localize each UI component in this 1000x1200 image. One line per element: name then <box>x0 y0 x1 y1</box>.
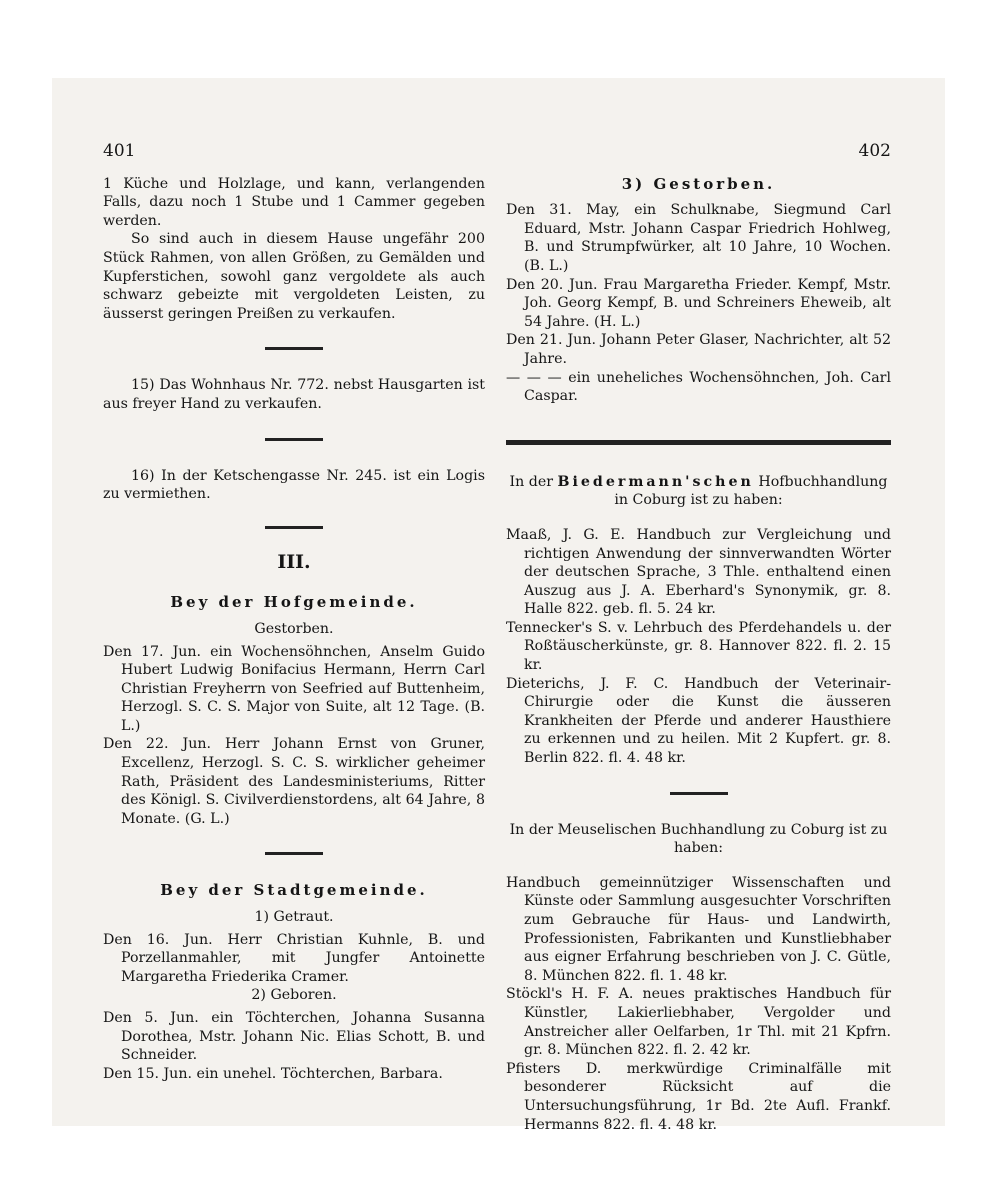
subheading: 1) Getraut. <box>254 909 334 926</box>
notice-item-15: 15) Das Wohnhaus Nr. 772. nebst Hausgarten ist aus freyer Hand zu verkaufen. <box>103 377 485 412</box>
paragraph: 1 Küche und Holzlage, und kann, verlangenden Falls, dazu noch 1 Stube und 1 Cammer gegeben werden. <box>103 175 485 229</box>
subheading: 3) Gestorben. <box>621 174 776 193</box>
advertisement-heading: In der Meuselischen Buchhandlung zu Coburg ist zu haben: <box>509 821 888 857</box>
page-number-right: 402 <box>858 141 891 161</box>
separator-dash <box>265 852 323 855</box>
register-entry: Den 17. Jun. ein Wochensöhnchen, Anselm Guido Hubert Ludwig Bonifacius Hermann, Herrn Carl Christian Freyherrn von Seefried auf Buttenheim, Herzogl. S. C. S. Major von Suite, alt 12 Tage. (B. L.) <box>103 643 485 734</box>
separator-dash <box>265 347 323 350</box>
heading-part: In der <box>509 473 553 490</box>
book-listing: Stöckl's H. F. A. neues praktisches Handbuch für Künstler, Lakierliebhaber, Vergolder und Anstreicher aller Oelfarben, 1r Thl. mit 21 Kpfrn. gr. 8. München 822. fl. 2. 42 kr. <box>506 986 891 1059</box>
subheading: Gestorben. <box>254 620 334 637</box>
register-entry: Den 21. Jun. Johann Peter Glaser, Nachrichter, alt 52 Jahre. <box>506 332 891 367</box>
register-entry: Den 31. May, ein Schulknabe, Siegmund Carl Eduard, Mstr. Johann Caspar Friedrich Hohlweg, B. und Strumpfwürker, alt 10 Jahre, 10 Wochen. (B. L.) <box>506 202 891 274</box>
right-column <box>506 142 891 1134</box>
book-listing: Tennecker's S. v. Lehrbuch des Pferdehandels u. der Roßtäuscherkünste, gr. 8. Hannover 822. fl. 2. 15 kr. <box>506 619 891 674</box>
book-listing: Pfisters D. merkwürdige Criminalfälle mit besonderer Rücksicht auf die Untersuchungsführung, 1r Bd. 2te Aufl. Frankf. Hermanns 822. fl. 4. 48 kr. <box>506 1060 891 1133</box>
register-entry: Den 22. Jun. Herr Johann Ernst von Gruner, Excellenz, Herzogl. S. C. S. wirklicher geheimer Rath, Präsident des Landesministeriums, Ritter des Königl. S. Civilverdienstordens, alt 64 Jahre, 8 Monate. (G. L.) <box>103 736 485 827</box>
bookseller-name: Biedermann'schen <box>557 473 754 490</box>
separator-dash <box>670 792 728 795</box>
heading-part: Hofbuchhandlung in Coburg ist zu haben: <box>614 473 888 509</box>
book-listing: Handbuch gemeinnütziger Wissenschaften und Künste oder Sammlung ausgesuchter Vorschriften zum Gebrauche für Haus- und Landwirth, Professionisten, Fabrikanten und Kunstliebhaber aus eigner Erfahrung beschrieben von J. C. Gütle, 8. München 822. fl. 1. 48 kr. <box>506 874 891 984</box>
register-entry: Den 5. Jun. ein Töchterchen, Johanna Susanna Dorothea, Mstr. Johann Nic. Elias Schott, B. und Schneider. <box>103 1010 485 1064</box>
register-entry: Den 20. Jun. Frau Margaretha Frieder. Kempf, Mstr. Joh. Georg Kempf, B. und Schreiners Eheweib, alt 54 Jahre. (H. L.) <box>506 276 891 330</box>
register-entry: — — — ein uneheliches Wochensöhnchen, Joh. Carl Caspar. <box>506 369 891 405</box>
notice-item-16: 16) In der Ketschengasse Nr. 245. ist ein Logis zu vermiethen. <box>103 467 485 503</box>
page-number-left: 401 <box>103 141 136 161</box>
paragraph: So sind auch in diesem Hause ungefähr 200 Stück Rahmen, von allen Größen, zu Gemälden und Kupferstichen, sowohl ganz vergoldete als auch schwarz gebeizte mit vergoldeten Leisten, zu äusserst geringen Preißen zu verkaufen. <box>103 231 485 322</box>
advertisement-heading <box>506 473 891 510</box>
section-heading: Bey der Stadtgemeinde. <box>160 881 428 900</box>
subheading: 2) Geboren. <box>251 987 337 1004</box>
separator-rule <box>506 440 891 445</box>
register-entry: Den 15. Jun. ein unehel. Töchterchen, Barbara. <box>103 1065 443 1082</box>
book-listing: Dieterichs, J. F. C. Handbuch der Veterinair-Chirurgie oder die Kunst die äusseren Krankheiten der Pferde und anderer Hausthiere zu erkennen und zu heilen. Mit 2 Kupfert. gr. 8. Berlin 822. fl. 4. 48 kr. <box>506 675 891 767</box>
left-column <box>103 142 485 1083</box>
section-number: III. <box>277 550 311 573</box>
register-entry: Den 16. Jun. Herr Christian Kuhnle, B. und Porzellanmahler, mit Jungfer Antoinette Margaretha Friederika Cramer. <box>103 931 485 985</box>
book-listing: Maaß, J. G. E. Handbuch zur Vergleichung und richtigen Anwendung der sinnverwandten Wörter der deutschen Sprache, 3 Thle. enthaltend einen Auszug aus J. A. Eberhard's Synonymik, gr. 8. Halle 822. geb. fl. 5. 24 kr. <box>506 526 891 618</box>
separator-dash <box>265 526 323 529</box>
section-heading: Bey der Hofgemeinde. <box>170 593 418 612</box>
separator-dash <box>265 438 323 441</box>
